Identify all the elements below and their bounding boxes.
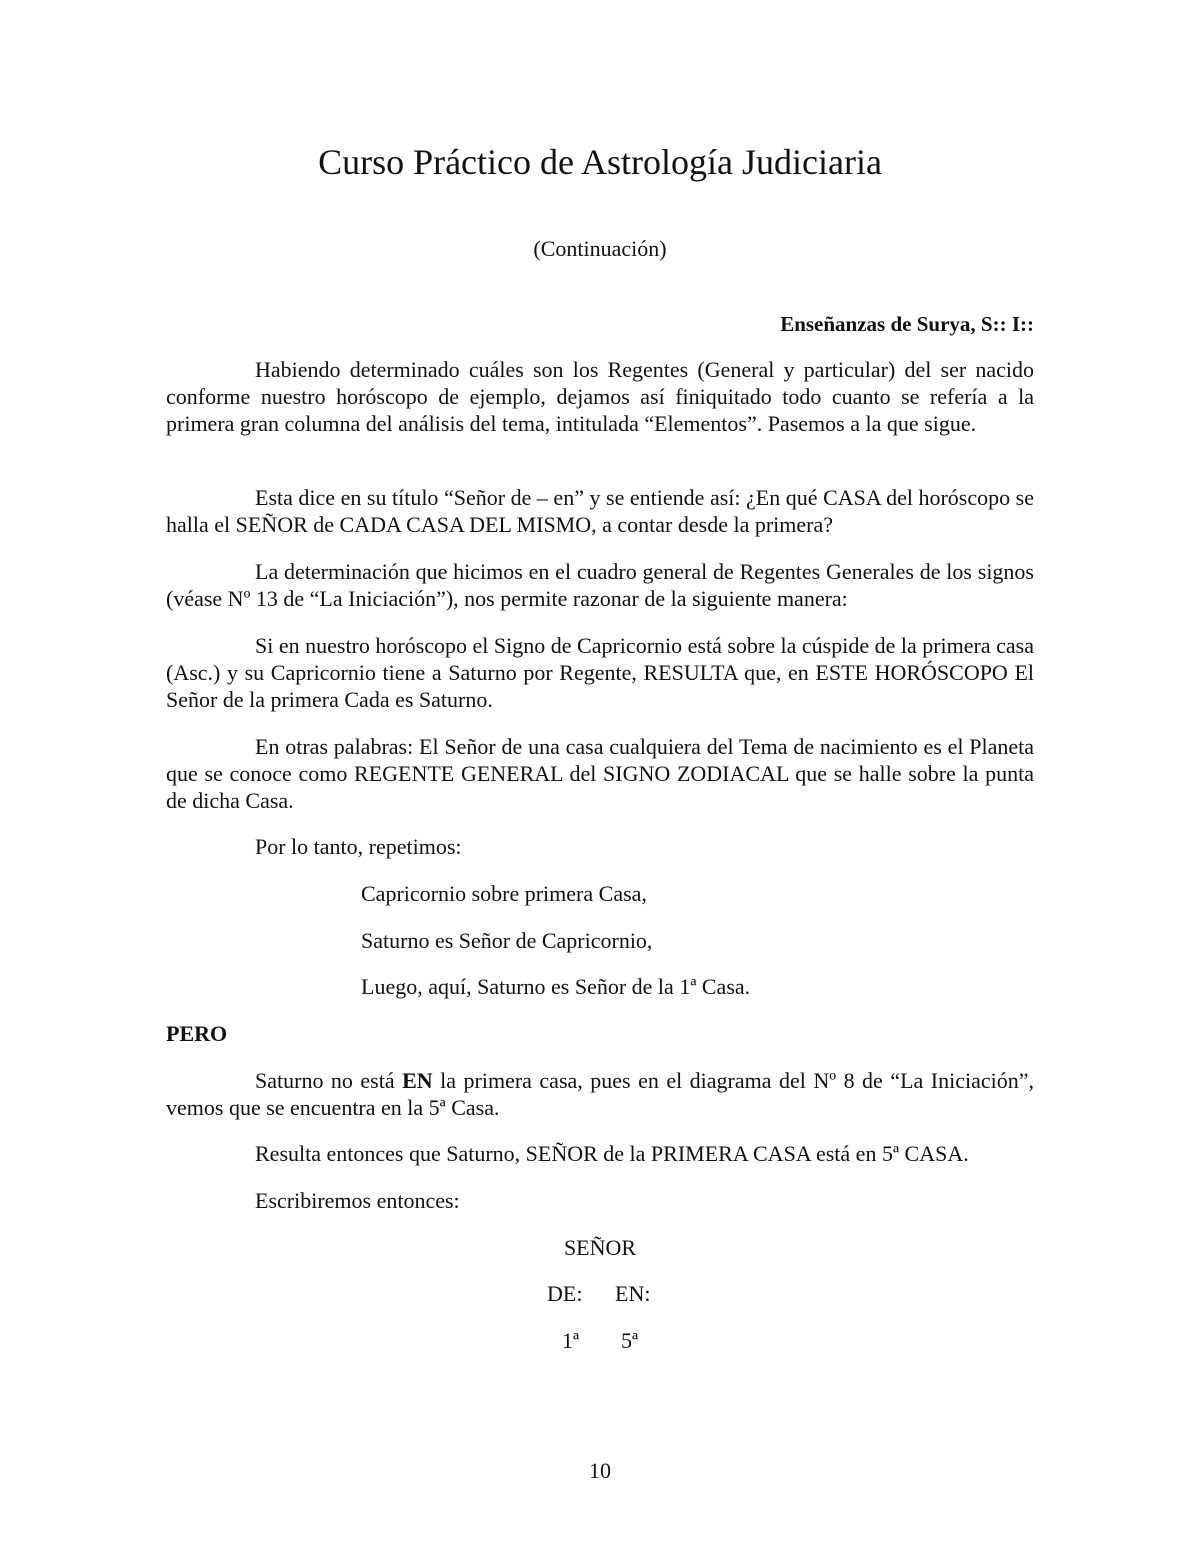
- paragraph-3: La determinación que hicimos en el cuadro general de Regentes Generales de los signos (véase Nº 13 de “La Iniciación”), nos permite razonar de la siguiente manera:: [166, 559, 1034, 611]
- paragraph-7-bold: EN: [402, 1068, 433, 1093]
- value-en: 5ª: [621, 1328, 639, 1353]
- paragraph-7: [166, 1067, 1034, 1121]
- list-item-2: Saturno es Señor de Capricornio,: [361, 928, 653, 953]
- paragraph-7-part-a: Saturno no está: [255, 1068, 403, 1093]
- pero-heading: PERO: [166, 1021, 228, 1046]
- table-column-headers: [0, 1280, 1200, 1307]
- table-row: [0, 1327, 1200, 1354]
- paragraph-1: Habiendo determinado cuáles son los Regentes (General y particular) del ser nacido conforme nuestro horóscopo de ejemplo, dejamos así finiquitado todo cuanto se refería a la primera gran columna del análisis del tema, intitulada “Elementos”. Pasemos a la que sigue.: [166, 357, 1034, 436]
- list-item-1: Capricornio sobre primera Casa,: [361, 881, 647, 906]
- paragraph-2: Esta dice en su título “Señor de – en” y se entiende así: ¿En qué CASA del horóscopo se halla el SEÑOR de CADA CASA DEL MISMO, a contar desde la primera?: [166, 485, 1034, 537]
- paragraph-5: En otras palabras: El Señor de una casa cualquiera del Tema de nacimiento es el Planeta que se conoce como REGENTE GENERAL del SIGNO ZODIACAL que se halle sobre la punta de dicha Casa.: [166, 734, 1034, 813]
- author-line: Enseñanzas de Surya, S:: I::: [780, 312, 1034, 336]
- table-header: SEÑOR: [563, 1235, 637, 1260]
- document-subtitle: (Continuación): [533, 236, 667, 261]
- paragraph-6: Por lo tanto, repetimos:: [255, 834, 462, 859]
- column-de: DE:: [547, 1281, 583, 1306]
- paragraph-8: Resulta entonces que Saturno, SEÑOR de la PRIMERA CASA está en 5ª CASA.: [255, 1141, 969, 1166]
- page-number: 10: [589, 1458, 611, 1483]
- paragraph-9: Escribiremos entonces:: [255, 1188, 460, 1213]
- column-en: EN:: [615, 1281, 651, 1306]
- value-de: 1ª: [562, 1328, 580, 1353]
- paragraph-7-part-b: la primera casa, pues en el diagrama del Nº 8 de “La Iniciación”, vemos que se encuentra en la 5ª Casa.: [166, 1068, 1034, 1120]
- paragraph-4: Si en nuestro horóscopo el Signo de Capricornio está sobre la cúspide de la primera casa (Asc.) y su Capricornio tiene a Saturno por Regente, RESULTA que, en ESTE HORÓSCOPO El Señor de la primera Cada es Saturno.: [166, 633, 1034, 712]
- document-title: Curso Práctico de Astrología Judiciaria: [318, 142, 882, 182]
- list-item-3: Luego, aquí, Saturno es Señor de la 1ª Casa.: [361, 974, 751, 999]
